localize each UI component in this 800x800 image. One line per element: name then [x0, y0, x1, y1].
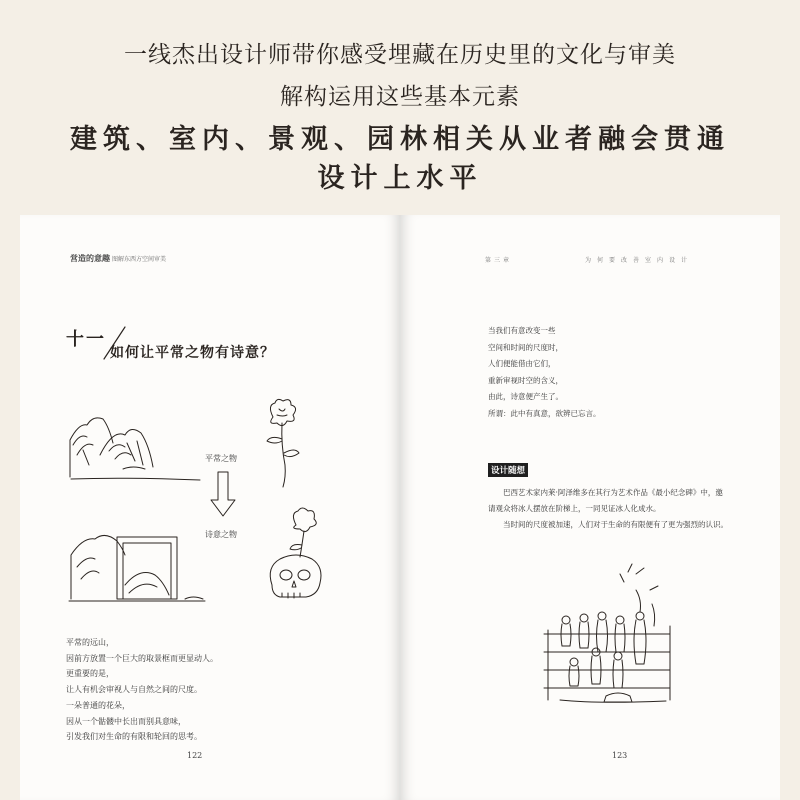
label-poetic: 诗意之物: [205, 530, 237, 539]
section-title: 如何让平常之物有诗意？: [110, 345, 275, 361]
right-page: [400, 215, 780, 800]
left-page: [20, 215, 400, 800]
paragraph-line: 引发我们对生命的有限和轮回的思考。: [66, 732, 202, 742]
headline-line-4: 设计上水平: [317, 163, 483, 194]
poem-line: 由此，诗意便产生了。: [488, 392, 563, 401]
paragraph-line: 让人有机会审视人与自然之间的尺度。: [66, 685, 202, 695]
running-page-title: 为何要改善室内设计: [585, 257, 694, 264]
left-paragraph: [66, 635, 218, 745]
paragraph-line: 因前方放置一个巨大的取景框而更显动人。: [66, 653, 218, 663]
case-paragraph-2: 当时间的尺度被加速，人们对于生命的有限便有了更为强烈的认识。: [503, 520, 728, 529]
open-book: [20, 215, 780, 800]
paragraph-line: 一朵普通的花朵，: [66, 700, 130, 710]
running-subtitle: 图解东西方空间审美: [112, 256, 167, 263]
poem-line: 当我们有意改变一些: [488, 326, 556, 335]
paragraph-line: 平常的远山，: [66, 638, 114, 647]
label-ordinary: 平常之物: [205, 454, 237, 463]
headline-line-3: 建筑、室内、景观、园林相关从业者融会贯通: [70, 124, 730, 155]
page-number-right: 123: [612, 751, 628, 760]
poem-line: 所谓：此中有真意，欲辨已忘言。: [488, 408, 601, 418]
page-number-left: 122: [187, 751, 203, 760]
running-book-title: 営造的意趣: [70, 253, 110, 263]
case-tag: 设计随想: [488, 463, 528, 477]
skull-flower-sketch: [260, 505, 340, 605]
down-arrow: [208, 470, 238, 520]
section-number: 十一: [66, 329, 106, 350]
poem-line: 人们便能借由它们，: [488, 359, 556, 368]
headline-line-1: 一线杰出设计师带你感受埋藏在历史里的文化与审美: [124, 42, 676, 68]
case-paragraph-1: 巴西艺术家内莱·阿泽维多在其行为艺术作品《最小纪念碑》中，邀请观众将冰人摆放在阶梯上，一同见证冰人化成水。: [488, 488, 723, 513]
poem-block: [488, 323, 601, 422]
poem-line: 重新审视时空的含义，: [488, 375, 563, 385]
flower-sketch: [255, 395, 315, 490]
mountains-sketch: [65, 395, 205, 485]
poem-line: 空间和时间的尺度时，: [488, 342, 563, 352]
running-chapter: 第三章: [485, 257, 513, 264]
case-text: [488, 485, 728, 533]
ice-figures-sketch: [540, 560, 680, 720]
paragraph-line: 因从一个骷髅中长出而别具意味，: [66, 716, 186, 726]
framed-mountain-sketch: [65, 515, 215, 605]
headline-line-2: 解构运用这些基本元素: [280, 84, 520, 110]
paragraph-line: 更重要的是，: [66, 669, 114, 679]
